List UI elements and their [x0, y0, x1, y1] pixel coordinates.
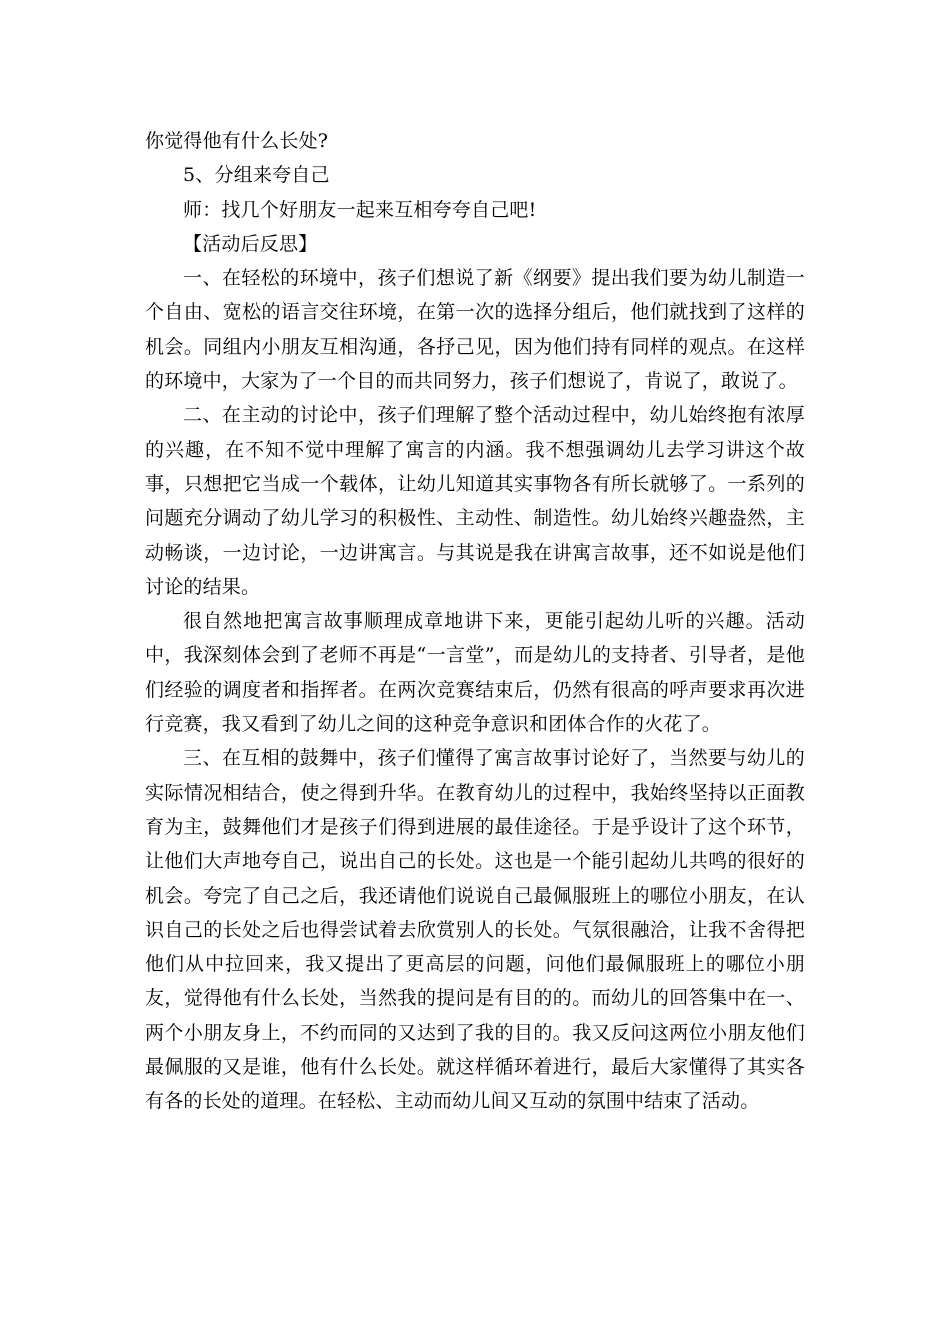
- document-body: [145, 124, 805, 1119]
- paragraph-reflection-2: 二、在主动的讨论中，孩子们理解了整个活动过程中，幼儿始终抱有浓厚的兴趣，在不知不觉中理解了寓言的内涵。我不想强调幼儿去学习讲这个故事，只想把它当成一个载体，让幼儿知道其实事物各有所长就够了。一系列的问题充分调动了幼儿学习的积极性、主动性、制造性。幼儿始终兴趣盎然，主动畅谈，一边讨论，一边讲寓言。与其说是我在讲寓言故事，还不如说是他们讨论的结果。: [145, 404, 805, 598]
- paragraph-question: 你觉得他有什么长处?: [145, 130, 329, 152]
- paragraph-reflection-3: 三、在互相的鼓舞中，孩子们懂得了寓言故事讨论好了，当然要与幼儿的实际情况相结合，使之得到升华。在教育幼儿的过程中，我始终坚持以正面教育为主，鼓舞他们才是孩子们得到进展的最佳途径。于是乎设计了这个环节，让他们大声地夸自己，说出自己的长处。这也是一个能引起幼儿共鸣的很好的机会。夸完了自己之后，我还请他们说说自己最佩服班上的哪位小朋友，在认识自己的长处之后也得尝试着去欣赏别人的长处。气氛很融洽，让我不舍得把他们从中拉回来，我又提出了更高层的问题，问他们最佩服班上的哪位小朋友，觉得他有什么长处，当然我的提问是有目的的。而幼儿的回答集中在一、两个小朋友身上，不约而同的又达到了我的目的。我又反问这两位小朋友他们最佩服的又是谁，他有什么长处。就这样循环着进行，最后大家懂得了其实各有各的长处的道理。在轻松、主动而幼儿间又互动的氛围中结束了活动。: [145, 747, 805, 1113]
- paragraph-reflection-1: 一、在轻松的环境中，孩子们想说了新《纲要》提出我们要为幼儿制造一个自由、宽松的语言交往环境，在第一次的选择分组后，他们就找到了这样的机会。同组内小朋友互相沟通，各抒己见，因为他们持有同样的观点。在这样的环境中，大家为了一个目的而共同努力，孩子们想说了，肯说了，敢说了。: [145, 267, 805, 393]
- paragraph-step-5: 5、分组来夸自己: [183, 164, 330, 187]
- paragraph-teacher-line: 师：找几个好朋友一起来互相夸夸自己吧!: [183, 198, 537, 221]
- section-heading-reflection: 【活动后反思】: [183, 232, 318, 255]
- paragraph-reflection-2-cont: 很自然地把寓言故事顺理成章地讲下来，更能引起幼儿听的兴趣。活动中，我深刻体会到了老师不再是“一言堂”，而是幼儿的支持者、引导者，是他们经验的调度者和指挥者。在两次竞赛结束后，仍然有很高的呼声要求再次进行竞赛，我又看到了幼儿之间的这种竞争意识和团体合作的火花了。: [145, 610, 805, 736]
